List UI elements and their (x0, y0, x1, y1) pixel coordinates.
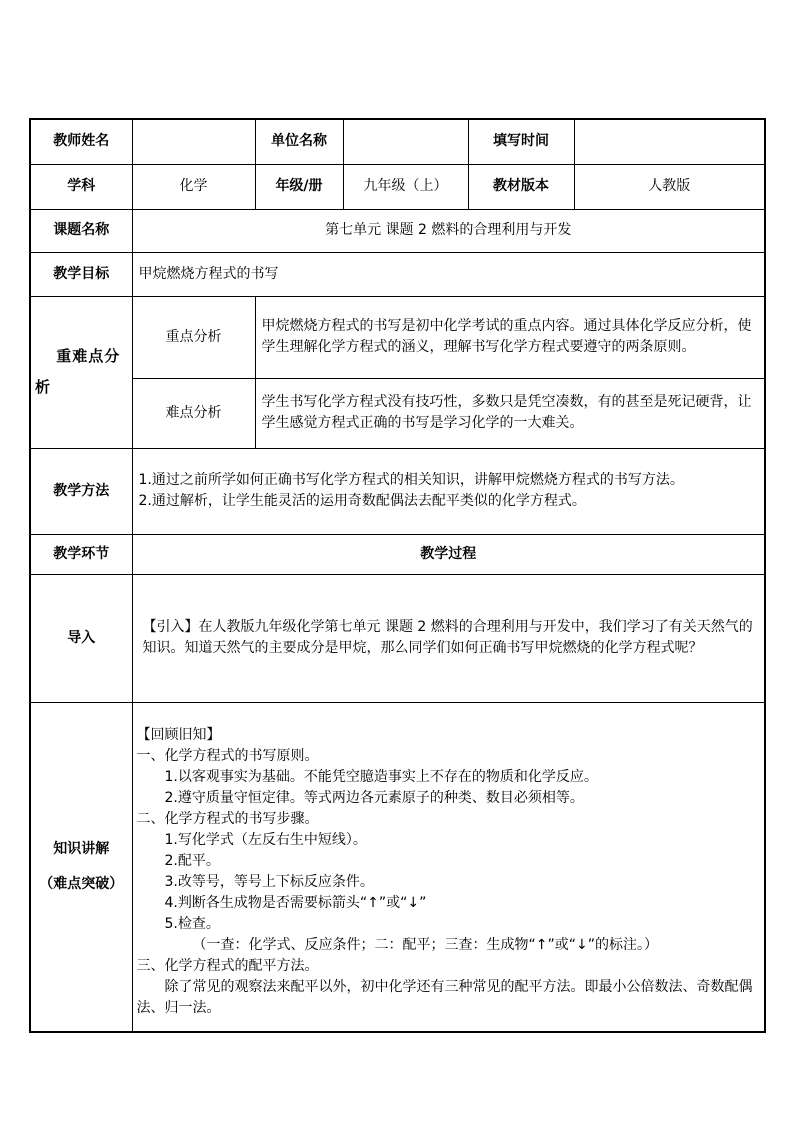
knowledge-content (132, 702, 765, 1032)
section-2-item-2: 2.配平。 (164, 852, 220, 869)
intro-label: 导入 (30, 574, 132, 702)
subject-label: 学科 (30, 164, 132, 209)
edition-label: 教材版本 (468, 164, 574, 209)
analysis-key-row (30, 296, 765, 378)
method-label: 教学方法 (30, 448, 132, 534)
header-row-2 (30, 164, 765, 209)
review-heading: 【回顾旧知】 (136, 726, 221, 743)
section-3-heading: 三、化学方程式的配平方法。 (136, 957, 319, 974)
topic-label: 课题名称 (30, 209, 132, 252)
grade-value: 九年级（上） (343, 164, 468, 209)
goal-label: 教学目标 (30, 252, 132, 296)
section-2-heading: 二、化学方程式的书写步骤。 (136, 810, 319, 827)
teacher-name-label: 教师姓名 (30, 119, 132, 164)
section-1-heading: 一、化学方程式的书写原则。 (136, 747, 319, 764)
goal-row (30, 252, 765, 296)
knowledge-label-line2: （难点突破） (39, 875, 124, 892)
unit-name-value (343, 119, 468, 164)
section-2-item-1: 1.写化学式（左反右生中短线）。 (164, 831, 367, 848)
intro-row (30, 574, 765, 702)
fill-date-label: 填写时间 (468, 119, 574, 164)
intro-text: 【引入】在人教版九年级化学第七单元 课题 2 燃料的合理利用与开发中，我们学习了有关天然气的知识。知道天然气的主要成分是甲烷，那么同学们如何正确书写甲烷燃烧的化学方程式呢？ (132, 574, 765, 702)
stage-row (30, 534, 765, 574)
subject-value: 化学 (132, 164, 255, 209)
topic-value: 第七单元 课题 2 燃料的合理利用与开发 (132, 209, 765, 252)
analysis-hard-row (30, 378, 765, 448)
analysis-label-line1: 重难点分 (56, 347, 121, 365)
method-line-2: 2.通过解析，让学生能灵活的运用奇数配偶法去配平类似的化学方程式。 (138, 493, 586, 509)
method-content (132, 448, 765, 534)
section-3-paragraph: 除了常见的观察法来配平以外，初中化学还有三种常见的配平方法。即最小公倍数法、奇数配偶法、归一法。 (136, 978, 753, 1016)
fill-date-value (574, 119, 765, 164)
hard-analysis-label: 难点分析 (132, 378, 255, 448)
knowledge-label-line1: 知识讲解 (53, 840, 110, 857)
teacher-name-value (132, 119, 255, 164)
stage-label: 教学环节 (30, 534, 132, 574)
key-analysis-text: 甲烷燃烧方程式的书写是初中化学考试的重点内容。通过具体化学反应分析，使学生理解化学方程式的涵义，理解书写化学方程式要遵守的两条原则。 (255, 296, 765, 378)
knowledge-label (30, 702, 132, 1032)
lesson-plan-sheet (29, 118, 764, 1033)
header-row-1 (30, 119, 765, 164)
knowledge-row (30, 702, 765, 1032)
method-line-1: 1.通过之前所学如何正确书写化学方程式的相关知识，讲解甲烷燃烧方程式的书写方法。 (138, 472, 684, 488)
section-2-note: （一查：化学式、反应条件；二：配平；三查：生成物“↑”或“↓”的标注。） (192, 936, 658, 953)
goal-value: 甲烷燃烧方程式的书写 (132, 252, 765, 296)
section-1-item-1: 1.以客观事实为基础。不能凭空臆造事实上不存在的物质和化学反应。 (164, 768, 598, 785)
hard-analysis-text: 学生书写化学方程式没有技巧性，多数只是凭空凑数，有的甚至是死记硬背，让学生感觉方程式正确的书写是学习化学的一大难关。 (255, 378, 765, 448)
stage-value: 教学过程 (132, 534, 765, 574)
section-2-item-4: 4.判断各生成物是否需要标箭头“↑”或“↓” (164, 894, 427, 911)
unit-name-label: 单位名称 (255, 119, 343, 164)
section-2-item-3: 3.改等号，等号上下标反应条件。 (164, 873, 374, 890)
section-1-item-2: 2.遵守质量守恒定律。等式两边各元素原子的种类、数目必须相等。 (164, 789, 584, 806)
grade-label: 年级/册 (255, 164, 343, 209)
key-analysis-label: 重点分析 (132, 296, 255, 378)
topic-row (30, 209, 765, 252)
method-row (30, 448, 765, 534)
edition-value: 人教版 (574, 164, 765, 209)
lesson-plan-table (29, 118, 766, 1033)
analysis-label-line2: 析 (35, 378, 52, 396)
analysis-label (30, 296, 132, 448)
section-2-item-5: 5.检查。 (164, 915, 220, 932)
